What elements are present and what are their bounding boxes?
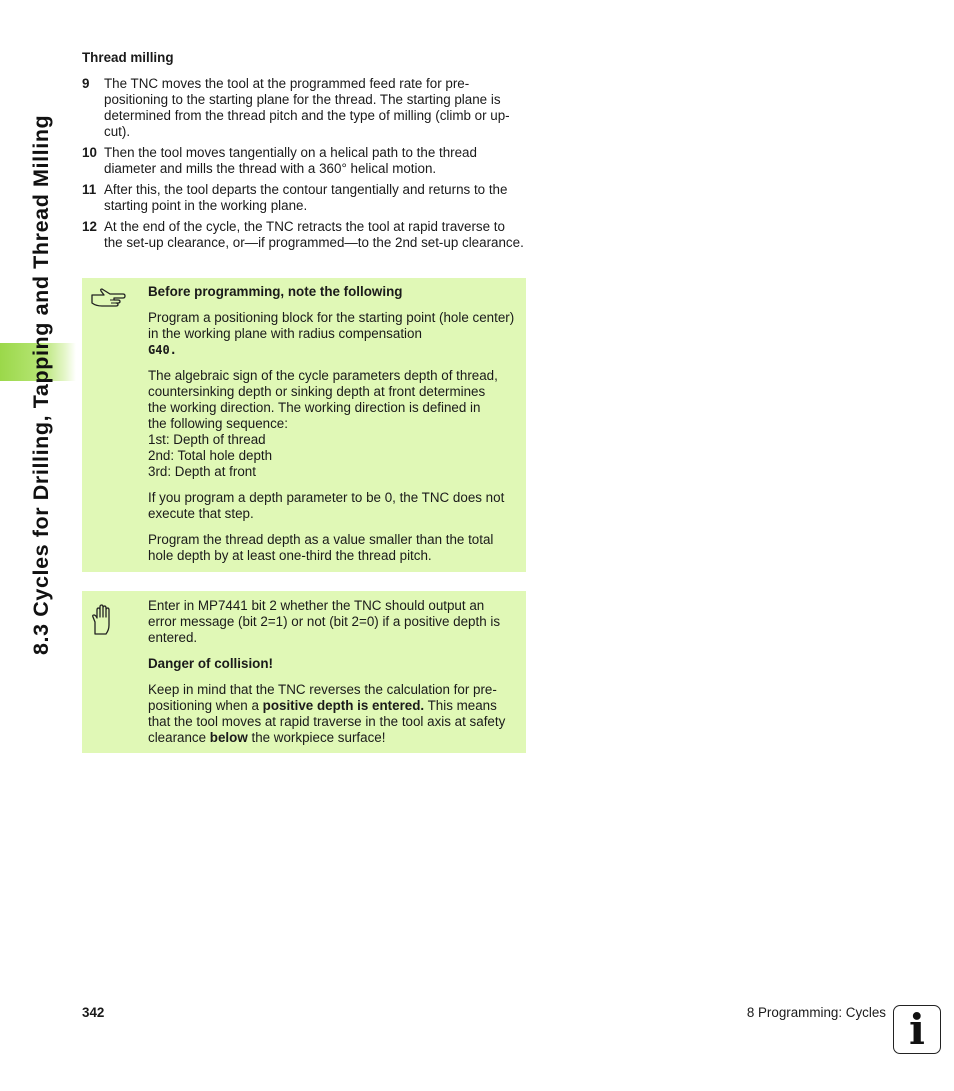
step-number: 9 — [82, 76, 90, 91]
note-line: The algebraic sign of the cycle parameters depth of thread, — [148, 368, 498, 383]
footer-chapter-label: 8 Programming: Cycles — [746, 1005, 886, 1020]
note-line: 2nd: Total hole depth — [148, 448, 273, 463]
note-text: This means that the tool moves at rapid traverse in the tool axis at safety clearance — [148, 698, 506, 745]
list-item — [82, 76, 527, 140]
note-line: the following sequence: — [148, 416, 288, 431]
note-emphasis: below — [209, 730, 248, 745]
note-paragraph: If you program a depth parameter to be 0, the TNC does not execute that step. — [148, 490, 505, 521]
note-line: 1st: Depth of thread — [148, 432, 266, 447]
note-text: Program a positioning block for the starting point (hole center) in the working plane with radius compensation — [148, 310, 515, 341]
code-g40: G40. — [148, 343, 177, 357]
section-heading: Thread milling — [82, 50, 174, 65]
note-paragraph — [148, 682, 516, 746]
pointing-hand-icon — [90, 286, 126, 312]
note-line: the working direction. The working direction is defined in — [148, 400, 481, 415]
step-number: 10 — [82, 145, 97, 160]
note-paragraph — [148, 310, 516, 358]
step-text: At the end of the cycle, the TNC retracts the tool at rapid traverse to the set-up clearance, or—if programmed—to the 2nd set-up clearance. — [104, 219, 524, 250]
machine-parameter-note-box — [82, 591, 526, 753]
note-paragraph: Enter in MP7441 bit 2 whether the TNC should output an error message (bit 2=1) or not (bit 2=0) if a positive depth is entered. — [148, 598, 501, 645]
danger-heading: Danger of collision! — [148, 656, 273, 671]
programming-note-box — [82, 278, 526, 572]
note-line: countersinking depth or sinking depth at front determines — [148, 384, 486, 399]
step-text: The TNC moves the tool at the programmed feed rate for pre-positioning to the starting plane for the thread. The starting plane is determined from the thread pitch and the type of milling (climb or up-cut). — [104, 76, 510, 139]
list-item — [82, 182, 527, 214]
chapter-side-title: 8.3 Cycles for Drilling, Tapping and Thread Milling — [29, 114, 53, 655]
note-paragraph — [148, 368, 516, 480]
note-heading: Before programming, note the following — [148, 284, 403, 299]
list-item — [82, 219, 527, 251]
list-item — [82, 145, 527, 177]
step-text: Then the tool moves tangentially on a helical path to the thread diameter and mills the thread with a 360° helical motion. — [104, 145, 477, 176]
info-icon-letter: i — [909, 1005, 925, 1054]
step-number: 12 — [82, 219, 97, 234]
note-emphasis: positive depth is entered. — [262, 698, 425, 713]
note-text: Keep in mind that the TNC reverses the calculation for pre-positioning when a — [148, 682, 497, 713]
note-line: 3rd: Depth at front — [148, 464, 256, 479]
step-text: After this, the tool departs the contour tangentially and returns to the starting point in the working plane. — [104, 182, 508, 213]
note-text: the workpiece surface! — [247, 730, 386, 745]
note-paragraph: Program the thread depth as a value smaller than the total hole depth by at least one-third the thread pitch. — [148, 532, 494, 563]
hand-stop-icon — [90, 604, 114, 640]
info-icon — [893, 1005, 941, 1054]
page-number: 342 — [82, 1005, 105, 1020]
steps-list — [82, 76, 527, 256]
step-number: 11 — [82, 182, 97, 197]
